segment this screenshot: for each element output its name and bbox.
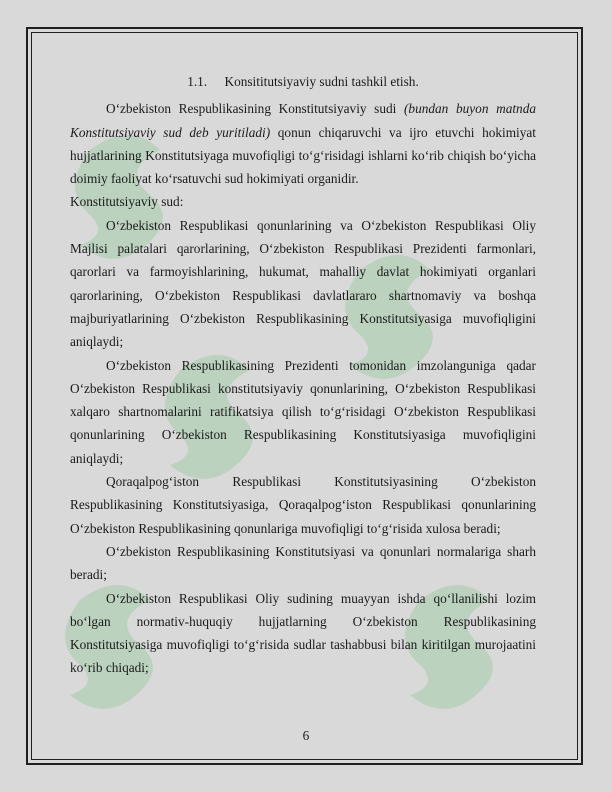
paragraph-item-1: O‘zbekiston Respublikasi qonunlarining va O‘zbekiston Respublikasi Oliy Majlisi palatalari qarorlarining, O‘zbekiston Respublikasi Prezidenti farmonlari, qarorlari va farmoyishlarining, hukumat, mahalliy davlat hokimiyati organlari qarorlarining, O‘zbekiston Respublikasi davlatlararo shartnomaviy va boshqa majburiyatlarining O‘zbekiston Respublikasining Konstitutsiyasiga muvofiqligini aniqlaydi;: [70, 217, 536, 350]
paragraph-item-5: O‘zbekiston Respublikasi Oliy sudining muayyan ishda qo‘llanilishi lozim bo‘lgan normativ-huquqiy hujjatlarning O‘zbekiston Respublikasining Konstitutsiyasiga muvofiqligi to‘g‘risida sudlar tashabbusi bilan kiritilgan murojaatini ko‘rib chiqadi;: [70, 590, 536, 676]
paragraph-item-3: Qoraqalpog‘iston Respublikasi Konstitutsiyasining O‘zbekiston Respublikasining Konstitutsiyasiga, Qoraqalpog‘iston Respublikasi qonunlarining O‘zbekiston Respublikasining qonunlariga muvofiqligi to‘g‘risida xulosa beradi;: [70, 474, 536, 536]
paragraph-item-4: O‘zbekiston Respublikasining Konstitutsiyasi va qonunlari normalariga sharh beradi;: [70, 543, 536, 583]
section-heading: [70, 70, 536, 93]
paragraph-intro-start: O‘zbekiston Respublikasining Konstitutsiyaviy sudi: [106, 101, 404, 117]
paragraph-intro-end: qonun chiqaruvchi va ijro etuvchi hokimiyat hujjatlarining Konstitutsiyaga muvofiqligi to‘g‘risidagi ishlarni ko‘rib chiqish bo‘yicha doimiy faoliyat ko‘rsatuvchi sud hokimiyati organidir.: [70, 124, 536, 187]
paragraph-intro: [70, 97, 536, 190]
document-body: [70, 62, 536, 680]
section-number: 1.1.: [187, 74, 208, 89]
paragraph-list-lead: Konstitutsiyaviy sud:: [70, 194, 184, 210]
section-title: Konsititutsiyaviy sudni tashkil etish.: [224, 74, 419, 89]
page-number: 6: [302, 728, 310, 743]
paragraph-item-2: O‘zbekiston Respublikasining Prezidenti tomonidan imzolanguniga qadar O‘zbekiston Respublikasi konstitutsiyaviy qonunlarining, O‘zbekiston Respublikasi xalqaro shartnomalarini ratifikatsiya qilish to‘g‘risidagi O‘zbekiston Respublikasi qonunlarining O‘zbekiston Respublikasining Konstitutsiyasiga muvofiqligini aniqlaydi;: [70, 357, 536, 466]
paragraph-intro-italic: (bundan buyon matnda Konstitutsiyaviy sud deb yuritiladi): [70, 101, 536, 140]
